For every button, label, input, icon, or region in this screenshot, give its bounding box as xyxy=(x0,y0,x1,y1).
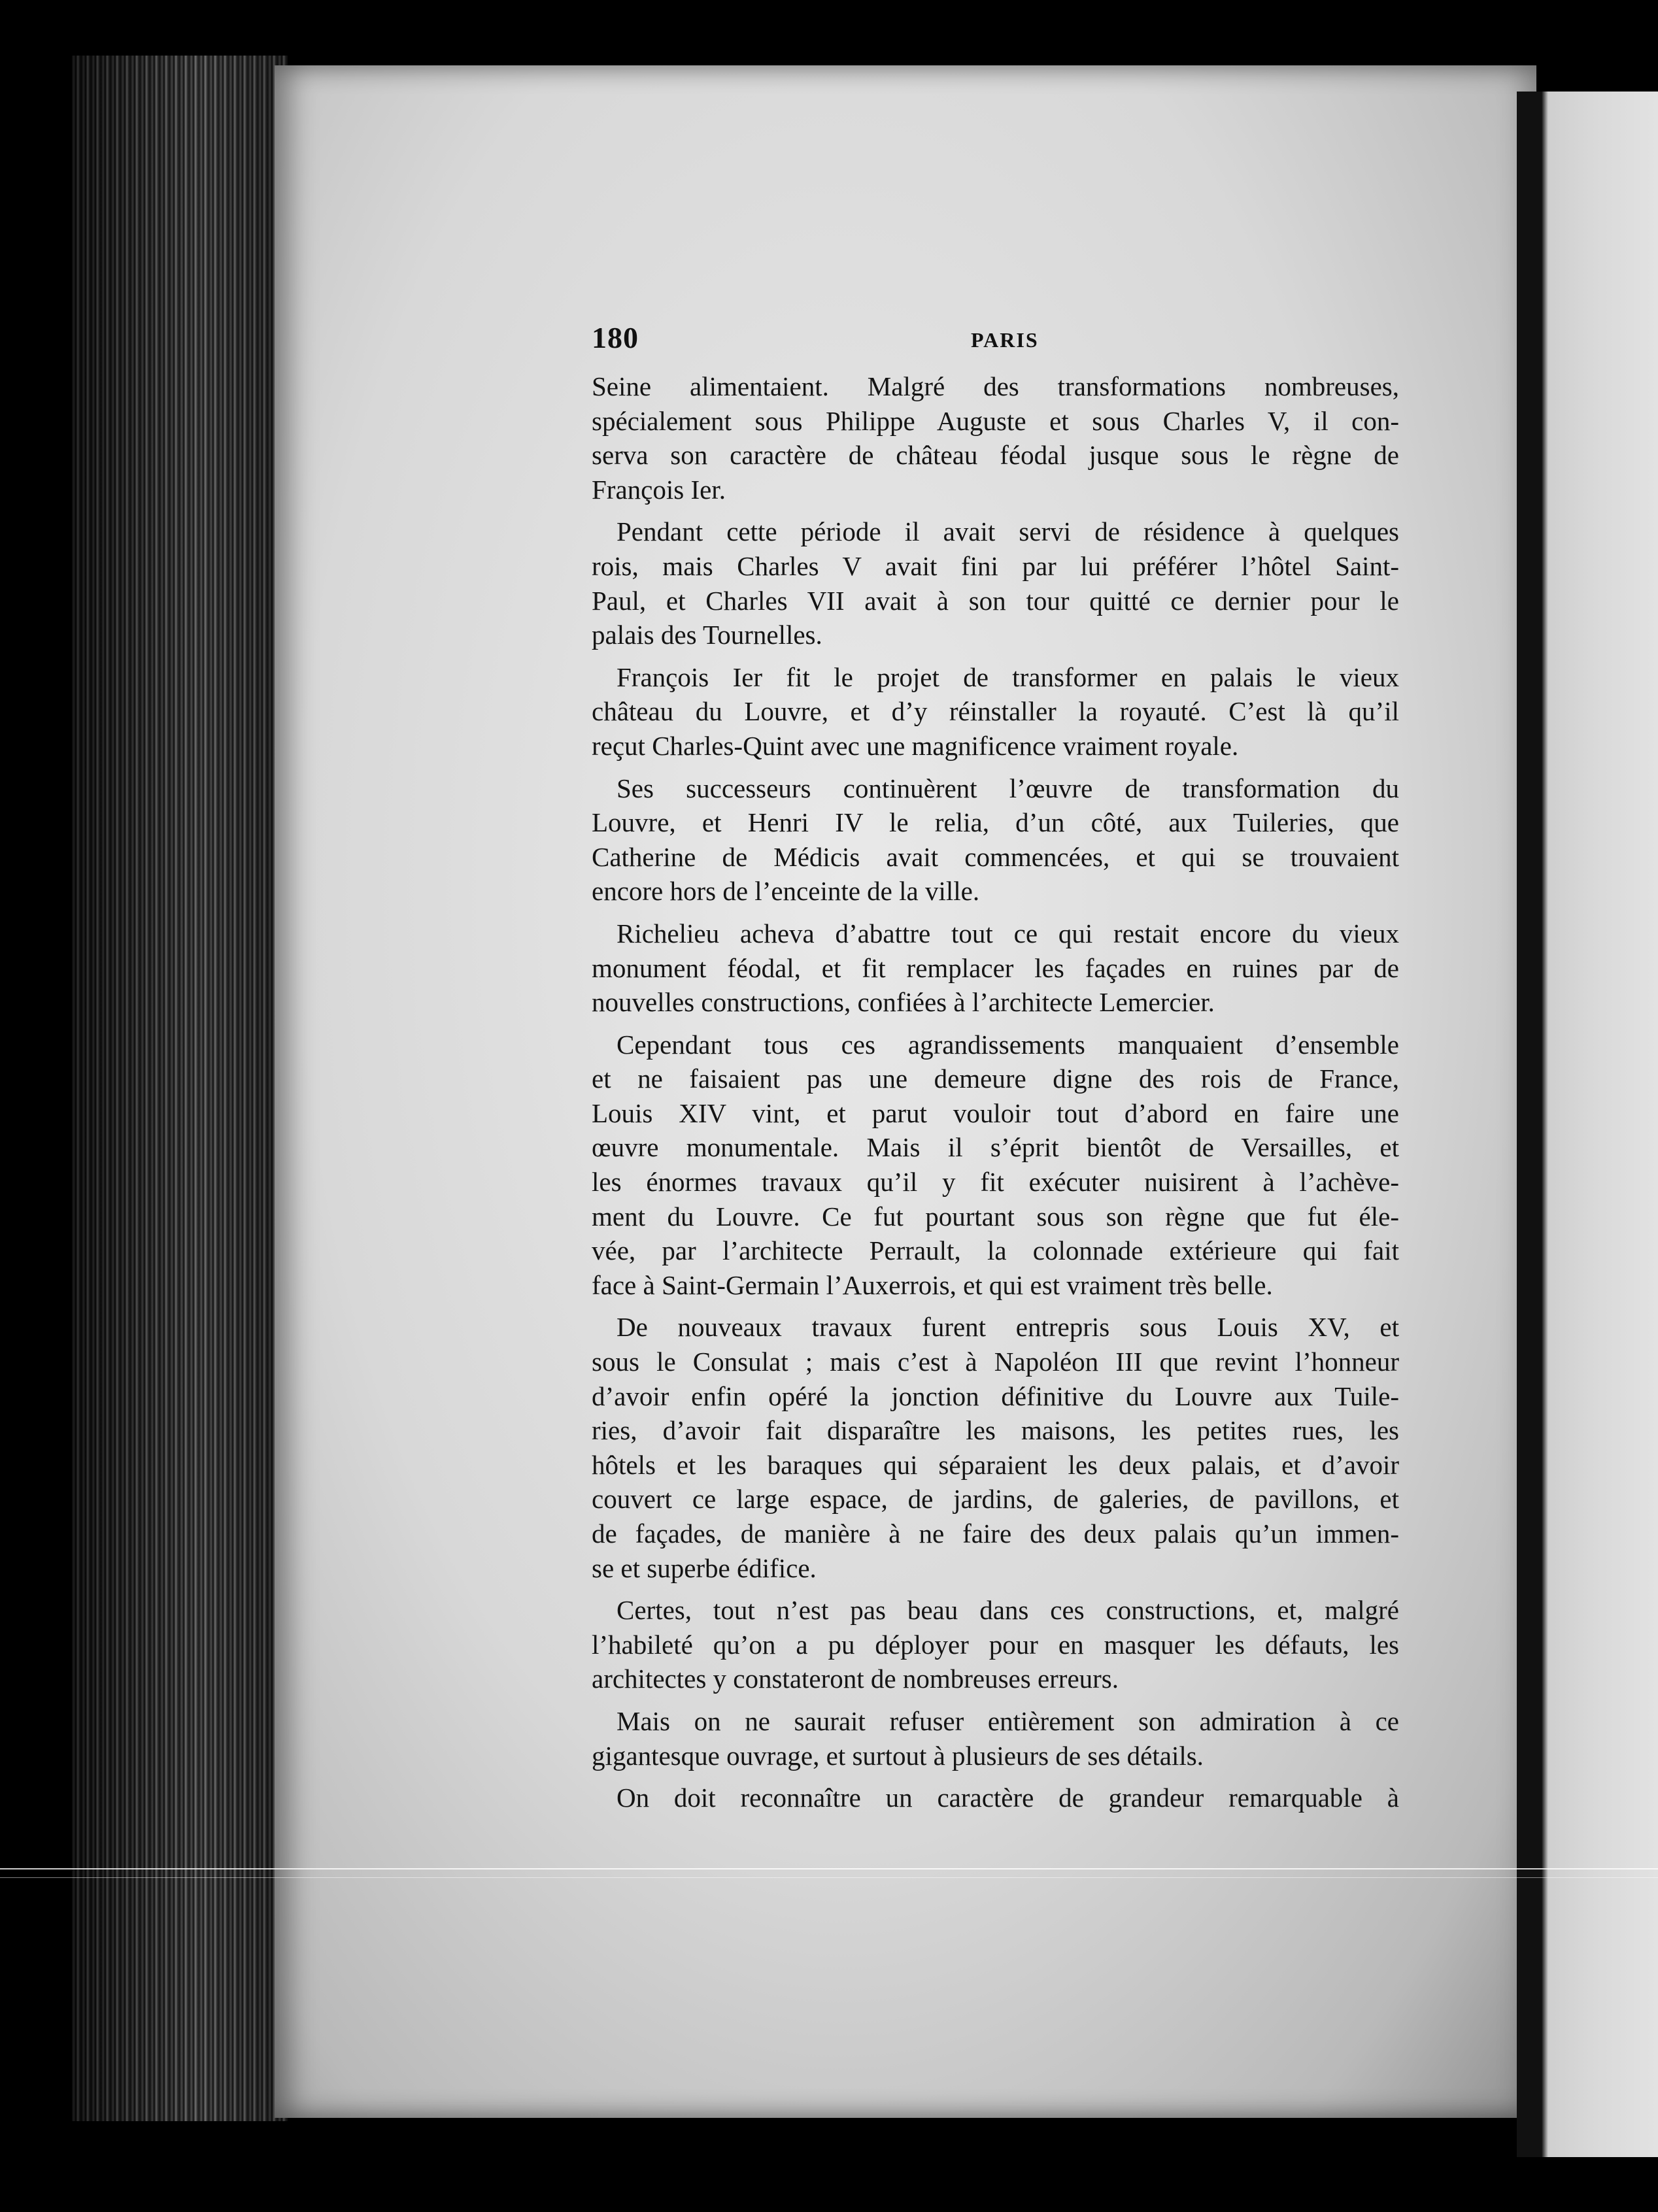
text-line: nouvelles constructions, confiées à l’architecte Lemercier. xyxy=(592,987,1215,1018)
text-line: et ne faisaient pas une demeure digne des rois de France, xyxy=(592,1064,1399,1094)
paragraph xyxy=(592,369,1399,507)
text-line: encore hors de l’enceinte de la ville. xyxy=(592,876,980,907)
paragraph xyxy=(592,1310,1399,1585)
paragraph-gap xyxy=(592,763,1399,771)
text-line: rois, mais Charles V avait fini par lui préférer l’hôtel Saint- xyxy=(592,550,1399,581)
text-line: François Ier. xyxy=(592,474,726,505)
text-line: palais des Tournelles. xyxy=(592,620,822,650)
paragraph xyxy=(592,514,1399,652)
text-line: Ses successeurs continuèrent l’œuvre de transformation du xyxy=(617,773,1399,803)
running-title: PARIS xyxy=(971,328,1039,352)
paragraph xyxy=(592,1781,1399,1815)
paragraph-gap xyxy=(592,1585,1399,1593)
paragraph xyxy=(592,771,1399,909)
scan-scratch xyxy=(0,1868,1658,1869)
paragraph-gap xyxy=(592,1302,1399,1310)
facing-page-edge xyxy=(1517,92,1658,2157)
text-line: vée, par l’architecte Perrault, la colonnade extérieure qui fait xyxy=(592,1235,1399,1266)
text-line: Cependant tous ces agrandissements manquaient d’ensemble xyxy=(617,1029,1399,1060)
text-line: De nouveaux travaux furent entrepris sous Louis XV, et xyxy=(617,1312,1399,1343)
paragraph-gap xyxy=(592,1020,1399,1028)
text-line: Louvre, et Henri IV le relia, d’un côté, aux Tuileries, que xyxy=(592,807,1399,838)
paragraph xyxy=(592,916,1399,1020)
text-line: Seine alimentaient. Malgré des transformations nombreuses, xyxy=(592,371,1399,401)
text-line: les énormes travaux qu’il y fit exécuter nuisirent à l’achève- xyxy=(592,1167,1399,1198)
text-line: sous le Consulat ; mais c’est à Napoléon III que revint l’honneur xyxy=(592,1347,1399,1377)
text-line: l’habileté qu’on a pu déployer pour en masquer les défauts, les xyxy=(592,1629,1399,1660)
text-line: Catherine de Médicis avait commencées, et qui se trouvaient xyxy=(592,841,1399,872)
paragraph xyxy=(592,1028,1399,1303)
paragraph xyxy=(592,1593,1399,1696)
paragraph-gap xyxy=(592,1696,1399,1704)
text-line: de façades, de manière à ne faire des deux palais qu’un immen- xyxy=(592,1518,1399,1549)
text-line: ries, d’avoir fait disparaître les maisons, les petites rues, les xyxy=(592,1415,1399,1446)
text-line: spécialement sous Philippe Auguste et sous Charles V, il con- xyxy=(592,405,1399,436)
text-line: d’avoir enfin opéré la jonction définitive du Louvre aux Tuile- xyxy=(592,1381,1399,1411)
page-edge-stack xyxy=(72,56,288,2121)
text-line: architectes y constateront de nombreuses erreurs. xyxy=(592,1664,1119,1694)
page-number: 180 xyxy=(592,321,639,354)
text-line: Paul, et Charles VII avait à son tour quitté ce dernier pour le xyxy=(592,585,1399,616)
running-head xyxy=(592,320,1399,360)
scan-scratch xyxy=(0,1877,1658,1878)
paragraph-gap xyxy=(592,909,1399,916)
text-line: œuvre monumentale. Mais il s’éprit bientôt de Versailles, et xyxy=(592,1132,1399,1163)
text-line: François Ier fit le projet de transformer en palais le vieux xyxy=(617,662,1399,692)
body-text xyxy=(592,369,1399,1815)
paragraph xyxy=(592,1704,1399,1773)
text-line: gigantesque ouvrage, et surtout à plusieurs de ses détails. xyxy=(592,1740,1204,1771)
text-line: Certes, tout n’est pas beau dans ces constructions, et, malgré xyxy=(617,1595,1399,1626)
text-line: serva son caractère de château féodal jusque sous le règne de xyxy=(592,440,1399,471)
text-line: hôtels et les baraques qui séparaient les deux palais, et d’avoir xyxy=(592,1449,1399,1480)
text-line: Louis XIV vint, et parut vouloir tout d’abord en faire une xyxy=(592,1098,1399,1128)
text-line: monument féodal, et fit remplacer les façades en ruines par de xyxy=(592,952,1399,983)
text-line: château du Louvre, et d’y réinstaller la royauté. C’est là qu’il xyxy=(592,696,1399,727)
text-line: se et superbe édifice. xyxy=(592,1552,817,1583)
text-line: ment du Louvre. Ce fut pourtant sous son règne que fut éle- xyxy=(592,1201,1399,1232)
text-line: Mais on ne saurait refuser entièrement son admiration à ce xyxy=(617,1705,1399,1736)
text-line: On doit reconnaître un caractère de grandeur remarquable à xyxy=(617,1783,1399,1813)
text-line: Pendant cette période il avait servi de résidence à quelques xyxy=(617,516,1399,547)
text-line: face à Saint-Germain l’Auxerrois, et qui est vraiment très belle. xyxy=(592,1269,1273,1300)
paragraph-gap xyxy=(592,652,1399,660)
paragraph-gap xyxy=(592,1773,1399,1781)
paragraph-gap xyxy=(592,507,1399,514)
text-line: couvert ce large espace, de jardins, de galeries, de pavillons, et xyxy=(592,1484,1399,1515)
text-line: reçut Charles-Quint avec une magnificence vraiment royale. xyxy=(592,730,1239,761)
text-line: Richelieu acheva d’abattre tout ce qui restait encore du vieux xyxy=(617,918,1399,948)
paragraph xyxy=(592,660,1399,763)
